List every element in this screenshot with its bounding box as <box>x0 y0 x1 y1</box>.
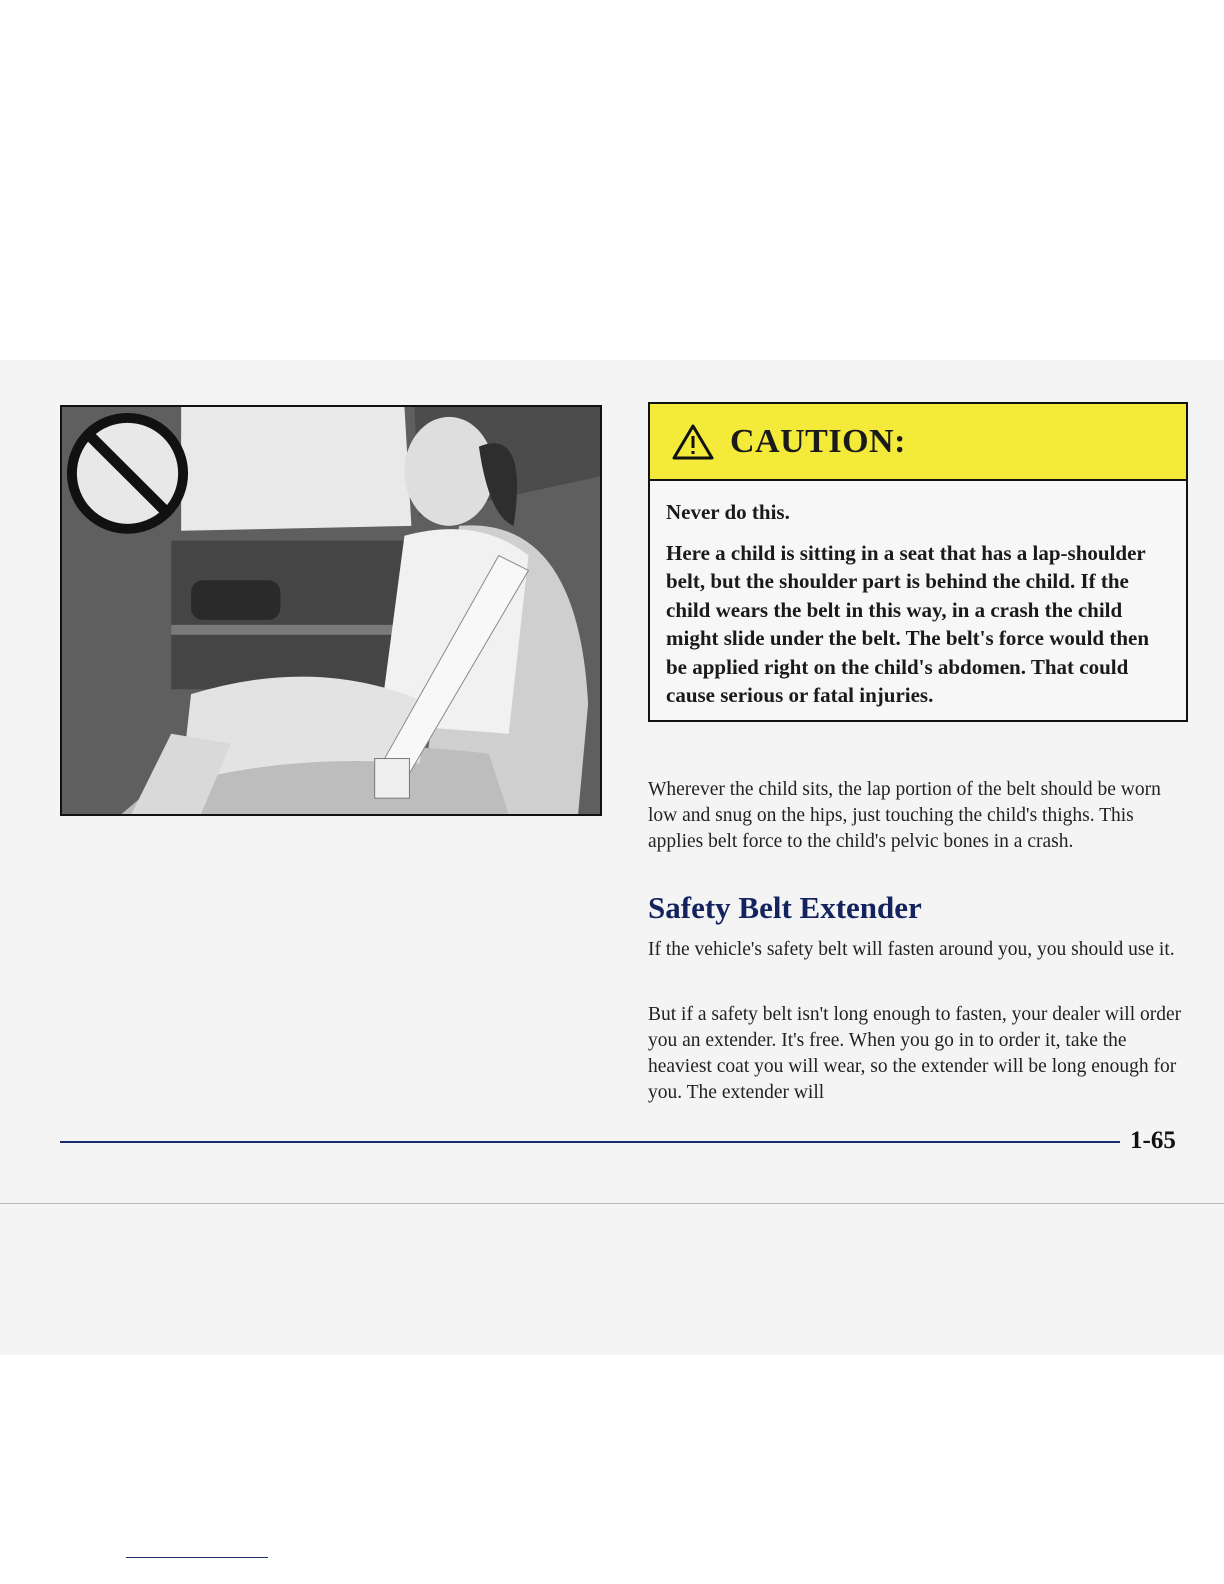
section-heading: Safety Belt Extender <box>648 890 922 925</box>
page-edge-divider <box>0 1203 1224 1204</box>
extender-paragraph-1: If the vehicle's safety belt will fasten around you, you should use it. <box>648 939 1175 960</box>
caution-header <box>650 404 1186 481</box>
footer-rule <box>60 1141 1120 1143</box>
warning-triangle-icon <box>672 423 714 461</box>
prohibition-icon <box>66 413 192 539</box>
child-seat-illustration <box>60 405 602 816</box>
page-number: 1-65 <box>1130 1127 1176 1154</box>
caution-text: Here a child is sitting in a seat that has a lap-shoulder belt, but the shoulder part is behind the child. If the child wears the belt in this way, in a crash the child might slide under the belt. The belt's force would then be applied right on the child's abdomen. That could cause serious or fatal injuries. <box>666 541 1150 708</box>
caution-body <box>650 481 1186 709</box>
caution-lead: Never do this. <box>666 500 790 524</box>
caution-box <box>648 402 1188 722</box>
lap-belt-paragraph: Wherever the child sits, the lap portion of the belt should be worn low and snug on the hips, just touching the child's thighs. This applies belt force to the child's pelvic bones in a crash. <box>648 779 1161 852</box>
caution-title: CAUTION: <box>730 422 906 460</box>
bottom-underline <box>126 1557 268 1558</box>
extender-paragraph-2: But if a safety belt isn't long enough to fasten, your dealer will order you an extender. It's free. When you go in to order it, take the heaviest coat you will wear, so the extender will be long enough for you. The extender will <box>648 1004 1182 1103</box>
